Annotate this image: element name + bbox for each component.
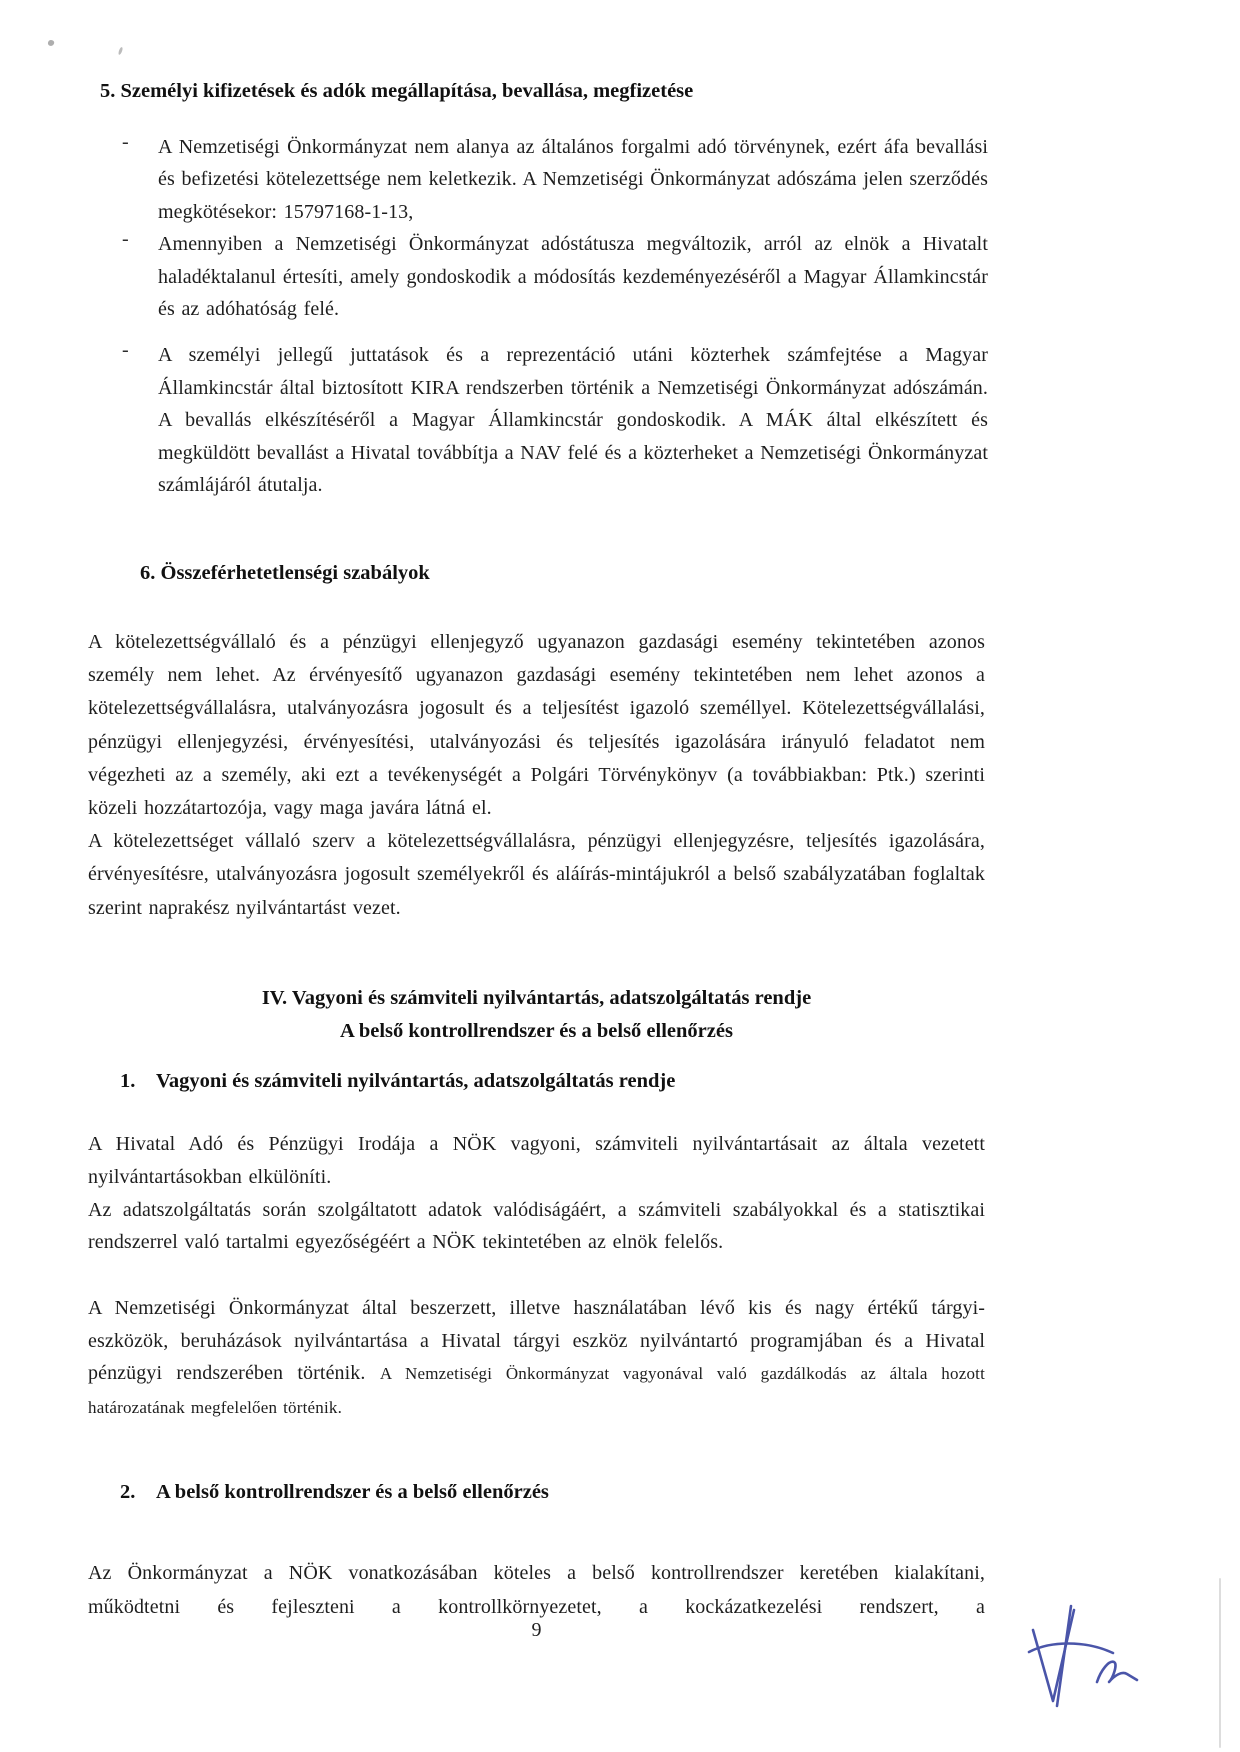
subsection-title: Vagyoni és számviteli nyilvántartás, adatszolgáltatás rendje <box>156 1070 676 1092</box>
subsection-2-body: Az Önkormányzat a NÖK vonatkozásában köteles a belső kontrollrendszer keretében kialakítani, működtetni és fejleszteni a kontrollkörnyezetet, a kockázatkezelési rendszert, a <box>88 1562 985 1618</box>
bullet-text: A személyi jellegű juttatások és a reprezentáció utáni közterhek számfejtése a Magyar Államkincstár által biztosított KIRA rendszerben történik a Nemzetiségi Önkormányzat adószámán. A bevallás elkészítéséről a Magyar Államkincstár gondoskodik. A MÁK által elkészített és megküldött bevallást a Hivatal továbbítja a NAV felé és a közterheket a Nemzetiségi Önkormányzat számlájáról átutalja. <box>158 344 988 497</box>
subsection-1-body <box>88 1128 985 1259</box>
bullet-dash: - <box>122 228 129 251</box>
handwritten-signature-ink <box>1005 1596 1155 1726</box>
bullet-text: A Nemzetiségi Önkormányzat nem alanya az általános forgalmi adó törvénynek, ezért áfa bevallási és befizetési kötelezettsége nem keletkezik. A Nemzetiségi Önkormányzat adószáma jelen szerződés megkötésekor: 15797168-1-13, <box>158 136 988 223</box>
list-item <box>122 131 988 228</box>
scan-edge-artifact <box>1219 1578 1221 1748</box>
subsection-number: 1. <box>120 1070 136 1092</box>
list-item <box>122 339 988 501</box>
section-6-body <box>88 626 985 925</box>
paragraph: Az adatszolgáltatás során szolgáltatott adatok valódiságáért, a számviteli szabályokkal és a statisztikai rendszerrel való tartalmi egyezőségéért a NÖK tekintetében az elnök felelős. <box>88 1198 985 1254</box>
section-5-bullet-list <box>122 131 988 501</box>
scan-speck <box>118 47 123 56</box>
section-6-heading: 6. Összeférhetetlenségi szabályok <box>140 562 430 584</box>
signature-vertical-stroke <box>1057 1606 1071 1706</box>
bullet-dash: - <box>122 339 129 362</box>
subsection-number: 2. <box>120 1481 136 1503</box>
paragraph: A Hivatal Adó és Pénzügyi Irodája a NÖK vagyoni, számviteli nyilvántartásait az általa vezetett nyilvántartásokban elkülöníti. <box>88 1133 985 1188</box>
paragraph-main-text: A Nemzetiségi Önkormányzat által beszerzett, illetve használatában lévő kis és nagy értékű tárgyi-eszközök, beruházások nyilvántartása a Hivatal tárgyi eszköz nyilvántartó programjában és a Hivatal pénzügyi rendszerében történik. <box>88 1297 985 1385</box>
subsection-title: A belső kontrollrendszer és a belső ellenőrzés <box>156 1481 549 1503</box>
bullet-dash: - <box>122 131 129 153</box>
chapter-iv-title-line2: A belső kontrollrendszer és a belső ellenőrzés <box>340 1020 733 1042</box>
list-item <box>122 228 988 325</box>
page-number: 9 <box>531 1619 542 1641</box>
section-5-heading: 5. Személyi kifizetések és adók megállapítása, bevallása, megfizetése <box>100 80 694 102</box>
chapter-iv-title <box>88 982 985 1048</box>
signature-flourish <box>1097 1662 1137 1682</box>
chapter-iv-title-line1: IV. Vagyoni és számviteli nyilvántartás, adatszolgáltatás rendje <box>261 987 812 1009</box>
paragraph: A kötelezettséget vállaló szerv a kötelezettségvállalásra, pénzügyi ellenjegyzésre, teljesítés igazolására, érvényesítésre, utalványozásra jogosult személyekről és aláírás-mintájukról a belső szabályzatában foglaltak szerint naprakész nyilvántartást vezet. <box>88 830 985 919</box>
paragraph-small-text: A Nemzetiségi Önkormányzat vagyonával való gazdálkodás az általa hozott határozatának megfelelően történik. <box>88 1364 985 1417</box>
subsection-1-assets-paragraph <box>88 1292 985 1424</box>
subsection-2-heading <box>120 1481 1000 1504</box>
paragraph <box>88 1292 985 1424</box>
paragraph: A kötelezettségvállaló és a pénzügyi ellenjegyző ugyanazon gazdasági esemény tekintetében azonos személy nem lehet. Az érvényesítő ugyanazon gazdasági esemény tekintetében nem lehet azonos a kötelezettségvállalásra, utalványozásra jogosult és a teljesítést igazoló személlyel. Kötelezettségvállalási, pénzügyi ellenjegyzési, érvényesítési, utalványozási és teljesítés igazolására irányuló feladatot nem végezheti az a személy, aki ezt a tevékenységét a Polgári Törvénykönyv (a továbbiakban: Ptk.) szerinti közeli hozzátartozója, vagy maga javára látná el. <box>88 631 985 820</box>
scan-speck <box>47 39 55 47</box>
signature-horizontal-stroke <box>1029 1644 1113 1654</box>
subsection-1-heading <box>120 1070 1000 1093</box>
bullet-text: Amennyiben a Nemzetiségi Önkormányzat adóstátusza megváltozik, arról az elnök a Hivatalt haladéktalanul értesíti, amely gondoskodik a módosítás kezdeményezéséről a Magyar Államkincstár és az adóhatóság felé. <box>158 233 988 321</box>
